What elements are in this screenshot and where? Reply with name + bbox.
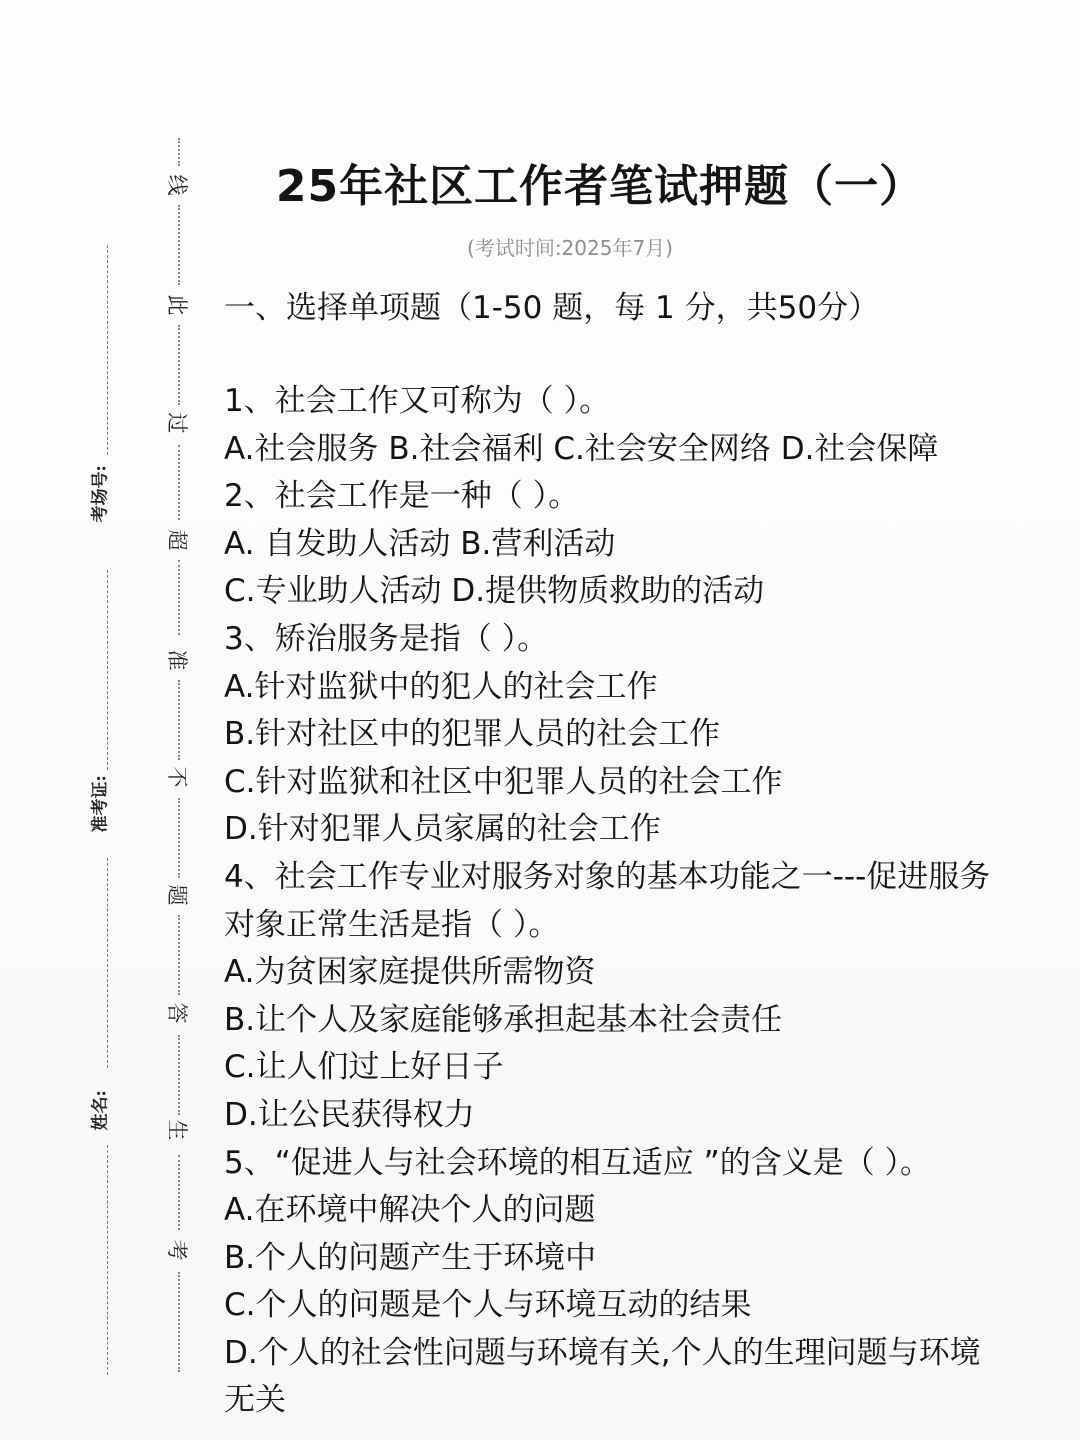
question-5-option-a: A.在环境中解决个人的问题 bbox=[224, 1192, 596, 1229]
seal-dots bbox=[178, 205, 180, 285]
seal-dots bbox=[178, 680, 180, 760]
question-4-option-a: A.为贫困家庭提供所需物资 bbox=[224, 954, 596, 991]
exam-time: (考试时间:2025年7月) bbox=[467, 236, 673, 260]
question-3-option-b: B.针对社区中的犯罪人员的社会工作 bbox=[224, 716, 721, 753]
seal-char-4: 超 bbox=[165, 529, 189, 551]
question-4-cont: 对象正常生活是指（ ）。 bbox=[224, 906, 560, 943]
seal-dots bbox=[178, 445, 180, 520]
exam-room-label: 考场号: bbox=[90, 465, 111, 523]
seal-dots bbox=[178, 325, 180, 405]
question-4: 4、社会工作专业对服务对象的基本功能之一---促进服务 bbox=[224, 858, 991, 895]
seal-char-7: 题 bbox=[165, 884, 189, 906]
question-1: 1、社会工作又可称为（ ）。 bbox=[224, 383, 611, 419]
seal-char-9: 生 bbox=[165, 1119, 189, 1141]
question-5-option-d: D.个人的社会性问题与环境有关,个人的生理问题与环境 bbox=[224, 1334, 981, 1371]
seal-dots bbox=[178, 1155, 180, 1230]
question-5-option-b: B.个人的问题产生于环境中 bbox=[224, 1239, 597, 1276]
seal-dots bbox=[178, 138, 180, 166]
seal-dots bbox=[178, 1272, 180, 1372]
seal-dots bbox=[178, 560, 180, 635]
admission-no-label: 准考证: bbox=[90, 775, 111, 833]
seal-char-3: 过 bbox=[165, 412, 189, 434]
exam-room-line bbox=[107, 245, 108, 455]
seal-dots bbox=[178, 1035, 180, 1115]
seal-char-5: 准 bbox=[165, 649, 189, 671]
question-1-options: A.社会服务 B.社会福利 C.社会安全网络 D.社会保障 bbox=[224, 430, 939, 467]
exam-room-line-lower bbox=[107, 570, 108, 770]
question-4-option-b: B.让个人及家庭能够承担起基本社会责任 bbox=[224, 1001, 783, 1038]
question-3-option-a: A.针对监狱中的犯人的社会工作 bbox=[224, 668, 658, 705]
name-label: 姓名: bbox=[90, 1090, 111, 1131]
question-4-option-d: D.让公民获得权力 bbox=[224, 1096, 475, 1133]
question-3: 3、矫治服务是指（ ）。 bbox=[224, 620, 549, 657]
question-2-options-ab: A. 自发助人活动 B.营利活动 bbox=[224, 525, 616, 562]
seal-dots bbox=[178, 798, 180, 878]
seal-dots bbox=[178, 915, 180, 995]
question-2: 2、社会工作是一种（ ）。 bbox=[224, 478, 580, 515]
admission-no-line bbox=[107, 858, 108, 1068]
question-4-option-c: C.让人们过上好日子 bbox=[224, 1049, 504, 1086]
seal-char-6: 不 bbox=[165, 766, 189, 788]
question-5-option-c: C.个人的问题是个人与环境互动的结果 bbox=[224, 1287, 752, 1324]
seal-char-8: 答 bbox=[165, 1002, 189, 1024]
seal-char-1: 线 bbox=[165, 174, 189, 196]
question-list bbox=[224, 378, 1069, 1425]
section-heading: 一、选择单项题（1-50 题，每 1 分，共50分） bbox=[224, 290, 880, 326]
question-5: 5、“促进人与社会环境的相互适应 ”的含义是（ ）。 bbox=[224, 1144, 932, 1181]
question-3-option-d: D.针对犯罪人员家属的社会工作 bbox=[224, 811, 661, 848]
exam-title: 25年社区工作者笔试押题（一） bbox=[275, 161, 925, 212]
question-3-option-c: C.针对监狱和社区中犯罪人员的社会工作 bbox=[224, 763, 783, 800]
seal-char-2: 此 bbox=[165, 294, 189, 316]
seal-char-10: 考 bbox=[165, 1239, 189, 1261]
question-2-options-cd: C.专业助人活动 D.提供物质救助的活动 bbox=[224, 573, 765, 610]
name-line bbox=[107, 1145, 108, 1375]
question-5-option-d-cont: 无关 bbox=[224, 1382, 286, 1419]
